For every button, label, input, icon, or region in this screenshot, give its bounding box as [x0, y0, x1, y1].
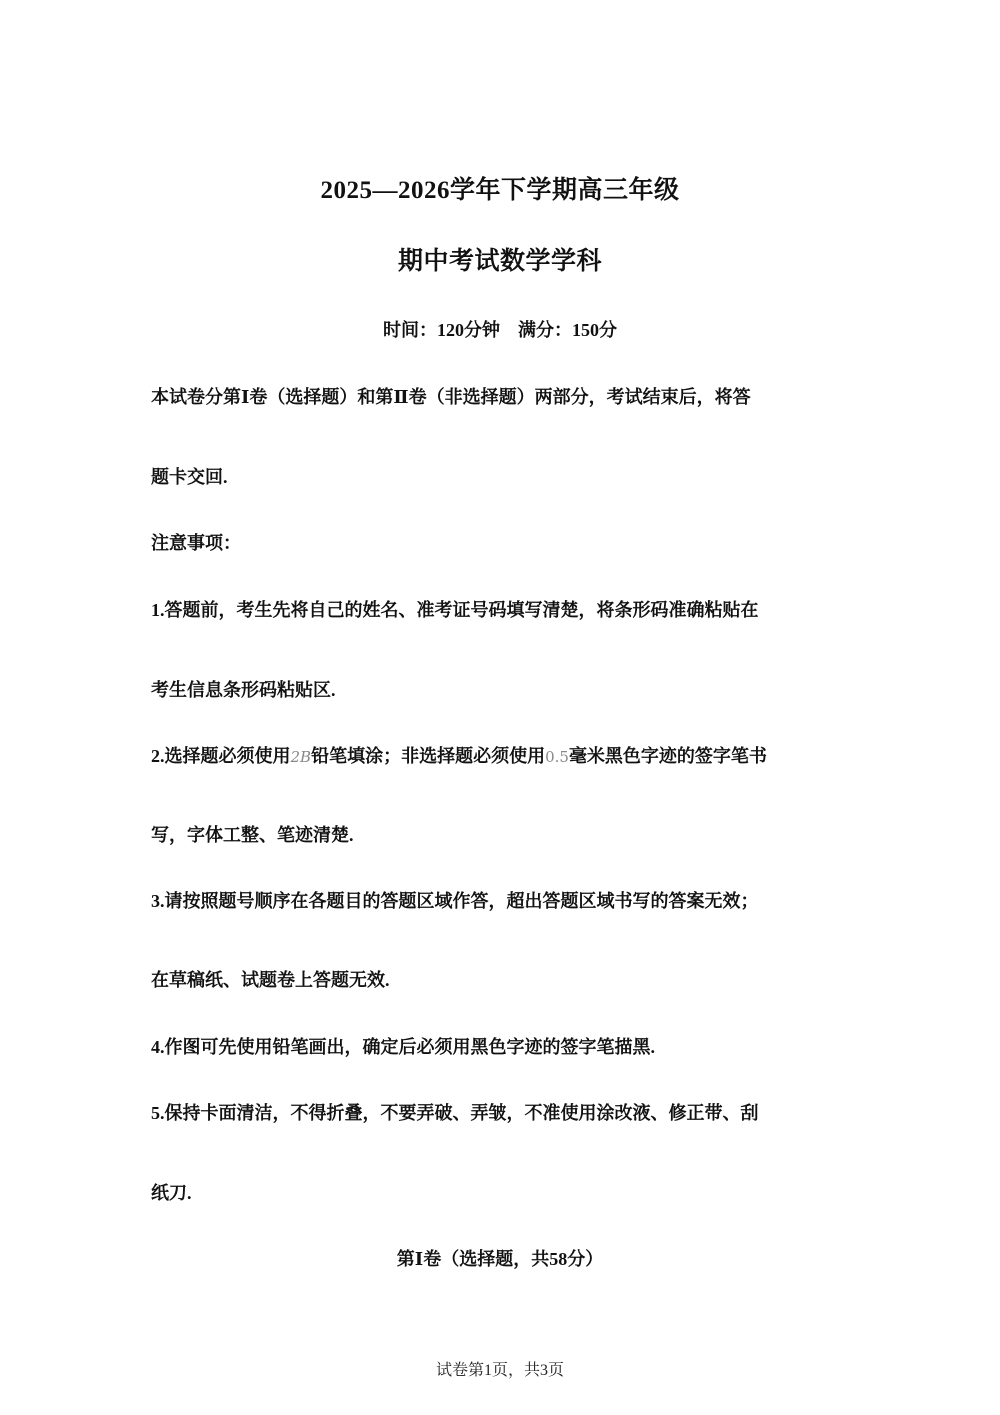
pen-width-math: 0.5 [545, 748, 569, 766]
note-item-2-text-c: 毫米黑色字迹的签字笔书 [568, 746, 767, 766]
note-item-3-line-1: 3.请按照题号顺序在各题目的答题区域作答，超出答题区域书写的答案无效； [151, 891, 759, 911]
exam-time-score [0, 316, 1000, 342]
note-item-2-text-b: 铅笔填涂；非选择题必须使用 [311, 746, 546, 766]
note-item-5-line-2: 纸刀. [151, 1183, 192, 1203]
time-label: 时间：120分钟 [383, 320, 500, 340]
notes-heading: 注意事项： [151, 533, 241, 553]
note-item-1-line-1: 1.答题前，考生先将自己的姓名、准考证号码填写清楚，将条形码准确粘贴在 [151, 600, 759, 620]
note-item-4-line-1: 4.作图可先使用铅笔画出，确定后必须用黑色字迹的签字笔描黑. [151, 1037, 655, 1057]
note-item-2-line-2: 写，字体工整、笔迹清楚. [151, 825, 354, 845]
note-item-2-text-a: 2.选择题必须使用 [151, 746, 291, 766]
score-label: 满分：150分 [518, 320, 617, 340]
exam-title-year: 2025—2026学年下学期高三年级 [320, 177, 680, 204]
section-heading: 第Ⅰ卷（选择题，共58分） [396, 1249, 604, 1269]
pencil-grade-math: 2B [290, 748, 312, 766]
note-item-5-line-1: 5.保持卡面清洁，不得折叠，不要弄破、弄皱，不准使用涂改液、修正带、刮 [151, 1103, 759, 1123]
exam-title-subject: 期中考试数学学科 [397, 248, 602, 275]
intro-line-1: 本试卷分第Ⅰ卷（选择题）和第Ⅱ卷（非选择题）两部分，考试结束后，将答 [151, 387, 751, 407]
note-item-3-line-2: 在草稿纸、试题卷上答题无效. [151, 970, 390, 990]
intro-line-2: 题卡交回. [151, 467, 228, 487]
page-footer: 试卷第1页，共3页 [435, 1362, 564, 1379]
note-item-2-line-1 [151, 742, 767, 768]
note-item-1-line-2: 考生信息条形码粘贴区. [151, 680, 336, 700]
